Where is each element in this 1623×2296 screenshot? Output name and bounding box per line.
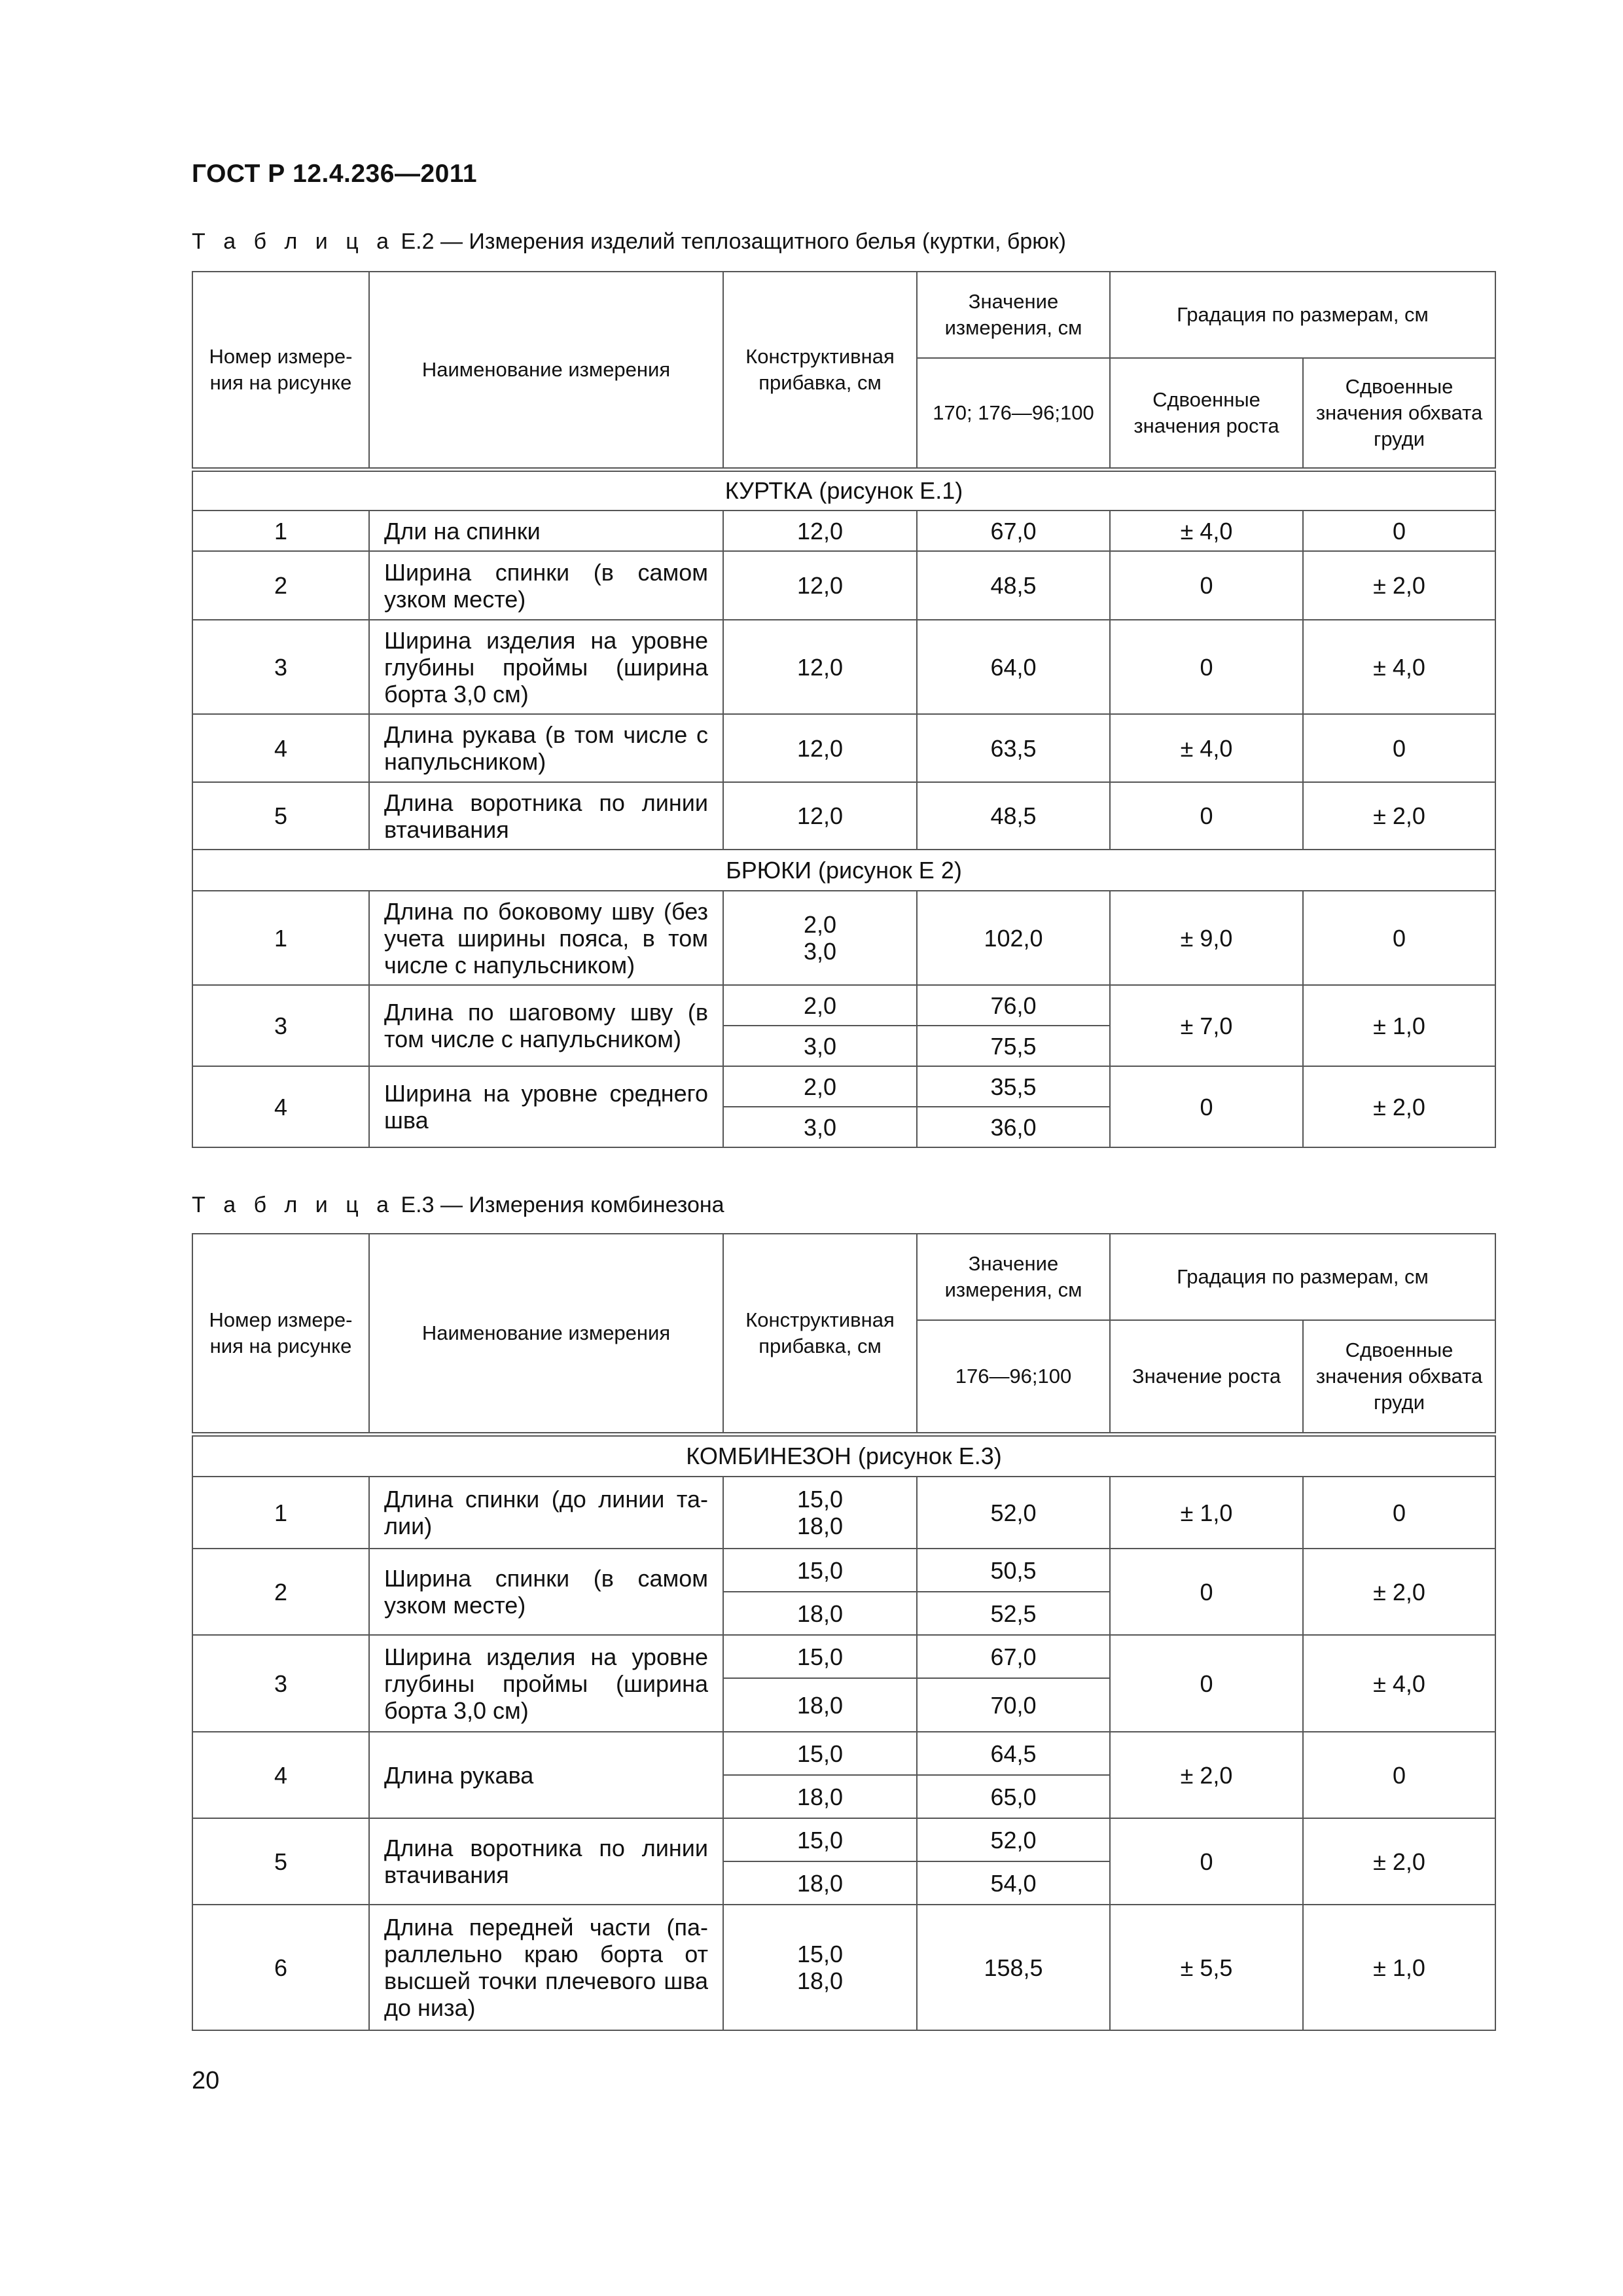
- row-allowance-a: 15,0: [796, 1941, 844, 1967]
- row-value: 64,0: [917, 620, 1110, 714]
- row-value-b: 52,5: [917, 1592, 1110, 1635]
- row-value-b: 65,0: [917, 1775, 1110, 1818]
- row-number: 4: [192, 1732, 369, 1818]
- row-name: Длина рукава (в том числе с напульсником): [369, 714, 723, 782]
- table-row: [192, 714, 1495, 782]
- row-number: 3: [192, 985, 369, 1066]
- table-row: [192, 1549, 1495, 1592]
- table-row: [192, 1732, 1495, 1775]
- row-allowance-a: 15,0: [723, 1732, 917, 1775]
- row-value-a: 35,5: [917, 1066, 1110, 1107]
- header-allowance: Конструктивная прибавка, см: [723, 1234, 917, 1434]
- header-grad-chest: Сдвоенные значения обхвата груди: [1303, 1320, 1495, 1434]
- table-row: [192, 1066, 1495, 1107]
- row-number: 3: [192, 1635, 369, 1732]
- row-allowance-b: 18,0: [723, 1678, 917, 1732]
- row-grad-chest: ± 1,0: [1303, 985, 1495, 1066]
- row-allowance-a: 2,0: [803, 911, 837, 938]
- row-name: Ширина изделия на уровне глубины проймы (ширина борта 3,0 см): [369, 1635, 723, 1732]
- row-grad-height: ± 2,0: [1110, 1732, 1303, 1818]
- row-value: 102,0: [917, 891, 1110, 985]
- row-grad-chest: 0: [1303, 1477, 1495, 1549]
- section-title-trousers: БРЮКИ (рисунок Е 2): [192, 850, 1495, 891]
- row-allowance: [723, 1905, 917, 2030]
- header-allowance: Конструктивная прибавка, см: [723, 272, 917, 469]
- row-number: 1: [192, 891, 369, 985]
- table-row: [192, 782, 1495, 850]
- row-value-a: 64,5: [917, 1732, 1110, 1775]
- row-value-a: 50,5: [917, 1549, 1110, 1592]
- row-number: 2: [192, 551, 369, 620]
- row-value-b: 36,0: [917, 1107, 1110, 1147]
- row-grad-height: ± 5,5: [1110, 1905, 1303, 2030]
- row-name: Длина передней части (па-раллельно краю борта от высшей точки плечевого шва до низа): [369, 1905, 723, 2030]
- table-e3-caption-text: Е.3 — Измерения комбинезона: [395, 1193, 724, 1217]
- row-value-b: 54,0: [917, 1861, 1110, 1905]
- table-row: [192, 985, 1495, 1026]
- row-allowance: 12,0: [723, 551, 917, 620]
- table-e2-caption-text: Е.2 — Измерения изделий теплозащитного белья (куртки, брюк): [395, 229, 1066, 254]
- row-name: Ширина спинки (в самом узком месте): [369, 551, 723, 620]
- table-e3-caption-prefix: Т а б л и ц а: [192, 1193, 395, 1217]
- row-name: Ширина на уровне среднего шва: [369, 1066, 723, 1147]
- row-grad-height: 0: [1110, 1549, 1303, 1635]
- row-grad-chest: ± 2,0: [1303, 1549, 1495, 1635]
- row-allowance-b: 18,0: [723, 1861, 917, 1905]
- row-number: 5: [192, 1818, 369, 1905]
- page-number: 20: [192, 2067, 220, 2094]
- row-number: 2: [192, 1549, 369, 1635]
- table-e2-caption: [192, 229, 1066, 255]
- row-name: Дли на спинки: [369, 511, 723, 551]
- row-allowance-a: 2,0: [723, 1066, 917, 1107]
- table-e3-caption: [192, 1193, 724, 1218]
- row-value: 63,5: [917, 714, 1110, 782]
- row-grad-height: 0: [1110, 1635, 1303, 1732]
- header-value: Значение измерения, см: [917, 272, 1110, 358]
- header-gradation: Градация по размерам, см: [1110, 272, 1495, 358]
- row-grad-height: ± 7,0: [1110, 985, 1303, 1066]
- row-value: 52,0: [917, 1477, 1110, 1549]
- header-grad-height: Значение роста: [1110, 1320, 1303, 1434]
- row-number: 1: [192, 1477, 369, 1549]
- row-allowance: [723, 1477, 917, 1549]
- header-value-size: 170; 176—96;100: [917, 358, 1110, 469]
- row-number: 1: [192, 511, 369, 551]
- row-grad-chest: ± 2,0: [1303, 1818, 1495, 1905]
- row-allowance-a: 15,0: [723, 1549, 917, 1592]
- row-allowance-b: 3,0: [803, 938, 837, 965]
- table-row: [192, 891, 1495, 985]
- row-allowance: 12,0: [723, 782, 917, 850]
- header-name: Наименование измерения: [369, 1234, 723, 1434]
- table-row: [192, 551, 1495, 620]
- row-allowance-b: 3,0: [723, 1026, 917, 1066]
- row-grad-chest: ± 2,0: [1303, 782, 1495, 850]
- header-value: Значение измерения, см: [917, 1234, 1110, 1320]
- row-name: Длина спинки (до линии та-лии): [369, 1477, 723, 1549]
- row-value-a: 52,0: [917, 1818, 1110, 1861]
- row-grad-chest: ± 2,0: [1303, 551, 1495, 620]
- row-grad-height: 0: [1110, 551, 1303, 620]
- row-grad-height: 0: [1110, 620, 1303, 714]
- row-allowance-b: 18,0: [723, 1592, 917, 1635]
- header-value-size: 176—96;100: [917, 1320, 1110, 1434]
- header-number: Номер измере-ния на рисунке: [192, 272, 369, 469]
- row-allowance-a: 15,0: [723, 1818, 917, 1861]
- row-number: 4: [192, 714, 369, 782]
- section-title-jacket: КУРТКА (рисунок Е.1): [192, 469, 1495, 511]
- row-allowance: 12,0: [723, 511, 917, 551]
- row-allowance-b: 3,0: [723, 1107, 917, 1147]
- section-title-overalls: КОМБИНЕЗОН (рисунок Е.3): [192, 1434, 1495, 1477]
- header-gradation: Градация по размерам, см: [1110, 1234, 1495, 1320]
- row-value-a: 76,0: [917, 985, 1110, 1026]
- row-value-b: 70,0: [917, 1678, 1110, 1732]
- table-e2-caption-prefix: Т а б л и ц а: [192, 229, 395, 254]
- row-value: 67,0: [917, 511, 1110, 551]
- row-grad-height: 0: [1110, 1066, 1303, 1147]
- row-grad-chest: 0: [1303, 891, 1495, 985]
- row-allowance: 12,0: [723, 714, 917, 782]
- row-value: 158,5: [917, 1905, 1110, 2030]
- row-number: 5: [192, 782, 369, 850]
- row-allowance: 12,0: [723, 620, 917, 714]
- row-value: 48,5: [917, 551, 1110, 620]
- row-grad-height: 0: [1110, 782, 1303, 850]
- table-row: [192, 1818, 1495, 1861]
- row-name: Длина воротника по линии втачивания: [369, 782, 723, 850]
- row-allowance-a: 15,0: [796, 1486, 844, 1513]
- row-allowance: [723, 891, 917, 985]
- header-name: Наименование измерения: [369, 272, 723, 469]
- row-grad-height: 0: [1110, 1818, 1303, 1905]
- header-grad-height: Сдвоенные значения роста: [1110, 358, 1303, 469]
- header-number: Номер измере-ния на рисунке: [192, 1234, 369, 1434]
- row-value-a: 67,0: [917, 1635, 1110, 1678]
- row-grad-chest: 0: [1303, 511, 1495, 551]
- row-name: Ширина изделия на уровне глубины проймы (ширина борта 3,0 см): [369, 620, 723, 714]
- row-grad-height: ± 1,0: [1110, 1477, 1303, 1549]
- row-grad-height: ± 9,0: [1110, 891, 1303, 985]
- row-number: 3: [192, 620, 369, 714]
- table-row: [192, 1635, 1495, 1678]
- row-number: 4: [192, 1066, 369, 1147]
- row-grad-height: ± 4,0: [1110, 511, 1303, 551]
- row-allowance-b: 18,0: [723, 1775, 917, 1818]
- row-grad-chest: ± 4,0: [1303, 620, 1495, 714]
- row-name: Длина по боковому шву (без учета ширины пояса, в том числе с напульсником): [369, 891, 723, 985]
- row-grad-chest: ± 4,0: [1303, 1635, 1495, 1732]
- table-row: [192, 511, 1495, 551]
- row-grad-chest: ± 2,0: [1303, 1066, 1495, 1147]
- table-row: [192, 1905, 1495, 2030]
- row-name: Длина воротника по линии втачивания: [369, 1818, 723, 1905]
- row-allowance-b: 18,0: [796, 1967, 844, 1994]
- row-allowance-b: 18,0: [796, 1513, 844, 1539]
- row-value: 48,5: [917, 782, 1110, 850]
- document-title: ГОСТ Р 12.4.236—2011: [192, 160, 478, 188]
- table-row: [192, 1477, 1495, 1549]
- row-grad-chest: 0: [1303, 714, 1495, 782]
- row-number: 6: [192, 1905, 369, 2030]
- row-grad-chest: 0: [1303, 1732, 1495, 1818]
- row-allowance-a: 15,0: [723, 1635, 917, 1678]
- row-name: Длина рукава: [369, 1732, 723, 1818]
- row-name: Длина по шаговому шву (в том числе с напульсником): [369, 985, 723, 1066]
- row-allowance-a: 2,0: [723, 985, 917, 1026]
- table-e2: [192, 271, 1496, 1148]
- row-value-b: 75,5: [917, 1026, 1110, 1066]
- table-e3: [192, 1233, 1496, 2031]
- row-name: Ширина спинки (в самом узком месте): [369, 1549, 723, 1635]
- row-grad-height: ± 4,0: [1110, 714, 1303, 782]
- table-row: [192, 620, 1495, 714]
- header-grad-chest: Сдвоенные значения обхвата груди: [1303, 358, 1495, 469]
- row-grad-chest: ± 1,0: [1303, 1905, 1495, 2030]
